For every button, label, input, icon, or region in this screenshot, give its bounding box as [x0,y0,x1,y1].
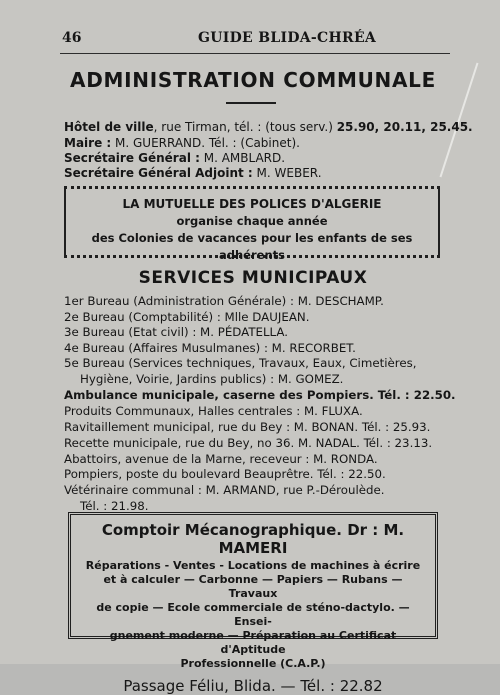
service-line: Ambulance municipale, caserne des Pompiers. Tél. : 22.50. [64,388,456,402]
services-title: SERVICES MUNICIPAUX [138,268,368,288]
secadj-text: M. WEBER. [252,166,322,180]
hotel-de-ville-line [64,120,473,135]
ad-footer: Passage Féliu, Blida. — Tél. : 22.82 [123,677,383,695]
service-line: 5e Bureau (Services techniques, Travaux, Eaux, Cimetières, [64,356,417,370]
guide-title: GUIDE BLIDA-CHRÉA [198,30,377,46]
secretaire-general-line [64,151,285,166]
service-line: 1er Bureau (Administration Générale) : M. DESCHAMP. [64,294,384,308]
ad-body-line: gnement moderne — Préparation au Certificat d'Aptitude [109,629,397,656]
ad-body-line: Réparations - Ventes - Locations de machines à écrire [85,559,421,572]
service-line: Vétérinaire communal : M. ARMAND, rue P.-Déroulède. [64,483,385,497]
mutuelle-box [64,186,440,262]
header-rule [60,53,450,54]
mutuelle-line-3: des Colonies de vacances pour les enfants de ses adhérents [91,231,413,262]
maire-label: Maire : [64,136,112,150]
maire-line [64,136,300,151]
ad-body [79,559,427,671]
title-underline [226,102,276,104]
service-line: Tél. : 21.98. [80,499,149,513]
service-line: Pompiers, poste du boulevard Beauprêtre. Tél. : 22.50. [64,467,386,481]
hotel-tels: 25.90, 20.11, 25.45. [336,120,473,134]
ad-body-line: Professionnelle (C.A.P.) [180,657,326,670]
service-line: 3e Bureau (Etat civil) : M. PÉDATELLA. [64,325,289,339]
hotel-label: Hôtel de ville [64,120,154,134]
secgen-label: Secrétaire Général : [64,151,200,165]
service-line: Hygiène, Voirie, Jardins publics) : M. GOMEZ. [80,372,344,386]
maire-text: M. GUERRAND. Tél. : (Cabinet). [111,136,300,150]
mutuelle-line-2: organise chaque année [176,214,328,228]
ad-title: Comptoir Mécanographique. Dr : M. MAMERI [101,521,405,557]
comptoir-advertisement [68,512,438,695]
secretaire-adjoint-line [64,166,322,181]
page-number: 46 [62,30,82,46]
secadj-label: Secrétaire Général Adjoint : [64,166,253,180]
service-line: Recette municipale, rue du Bey, no 36. M. NADAL. Tél. : 23.13. [64,436,433,450]
service-line: Ravitaillement municipal, rue du Bey : M. BONAN. Tél. : 25.93. [64,420,431,434]
service-line: Produits Communaux, Halles centrales : M. FLUXA. [64,404,363,418]
hotel-text: , rue Tirman, tél. : (tous serv.) [153,120,337,134]
ad-body-line: de copie — Ecole commerciale de sténo-dactylo. — Ensei- [96,601,410,628]
page-header [62,30,444,52]
mutuelle-line-1: LA MUTUELLE DES POLICES D'ALGERIE [122,197,382,211]
section-title: ADMINISTRATION COMMUNALE [70,68,436,92]
service-line: 2e Bureau (Comptabilité) : Mlle DAUJEAN. [64,310,310,324]
ad-body-line: et à calculer — Carbonne — Papiers — Rubans — Travaux [103,573,403,600]
secgen-text: M. AMBLARD. [199,151,286,165]
service-line: Abattoirs, avenue de la Marne, receveur : M. RONDA. [64,452,378,466]
service-line: 4e Bureau (Affaires Musulmanes) : M. RECORBET. [64,341,356,355]
